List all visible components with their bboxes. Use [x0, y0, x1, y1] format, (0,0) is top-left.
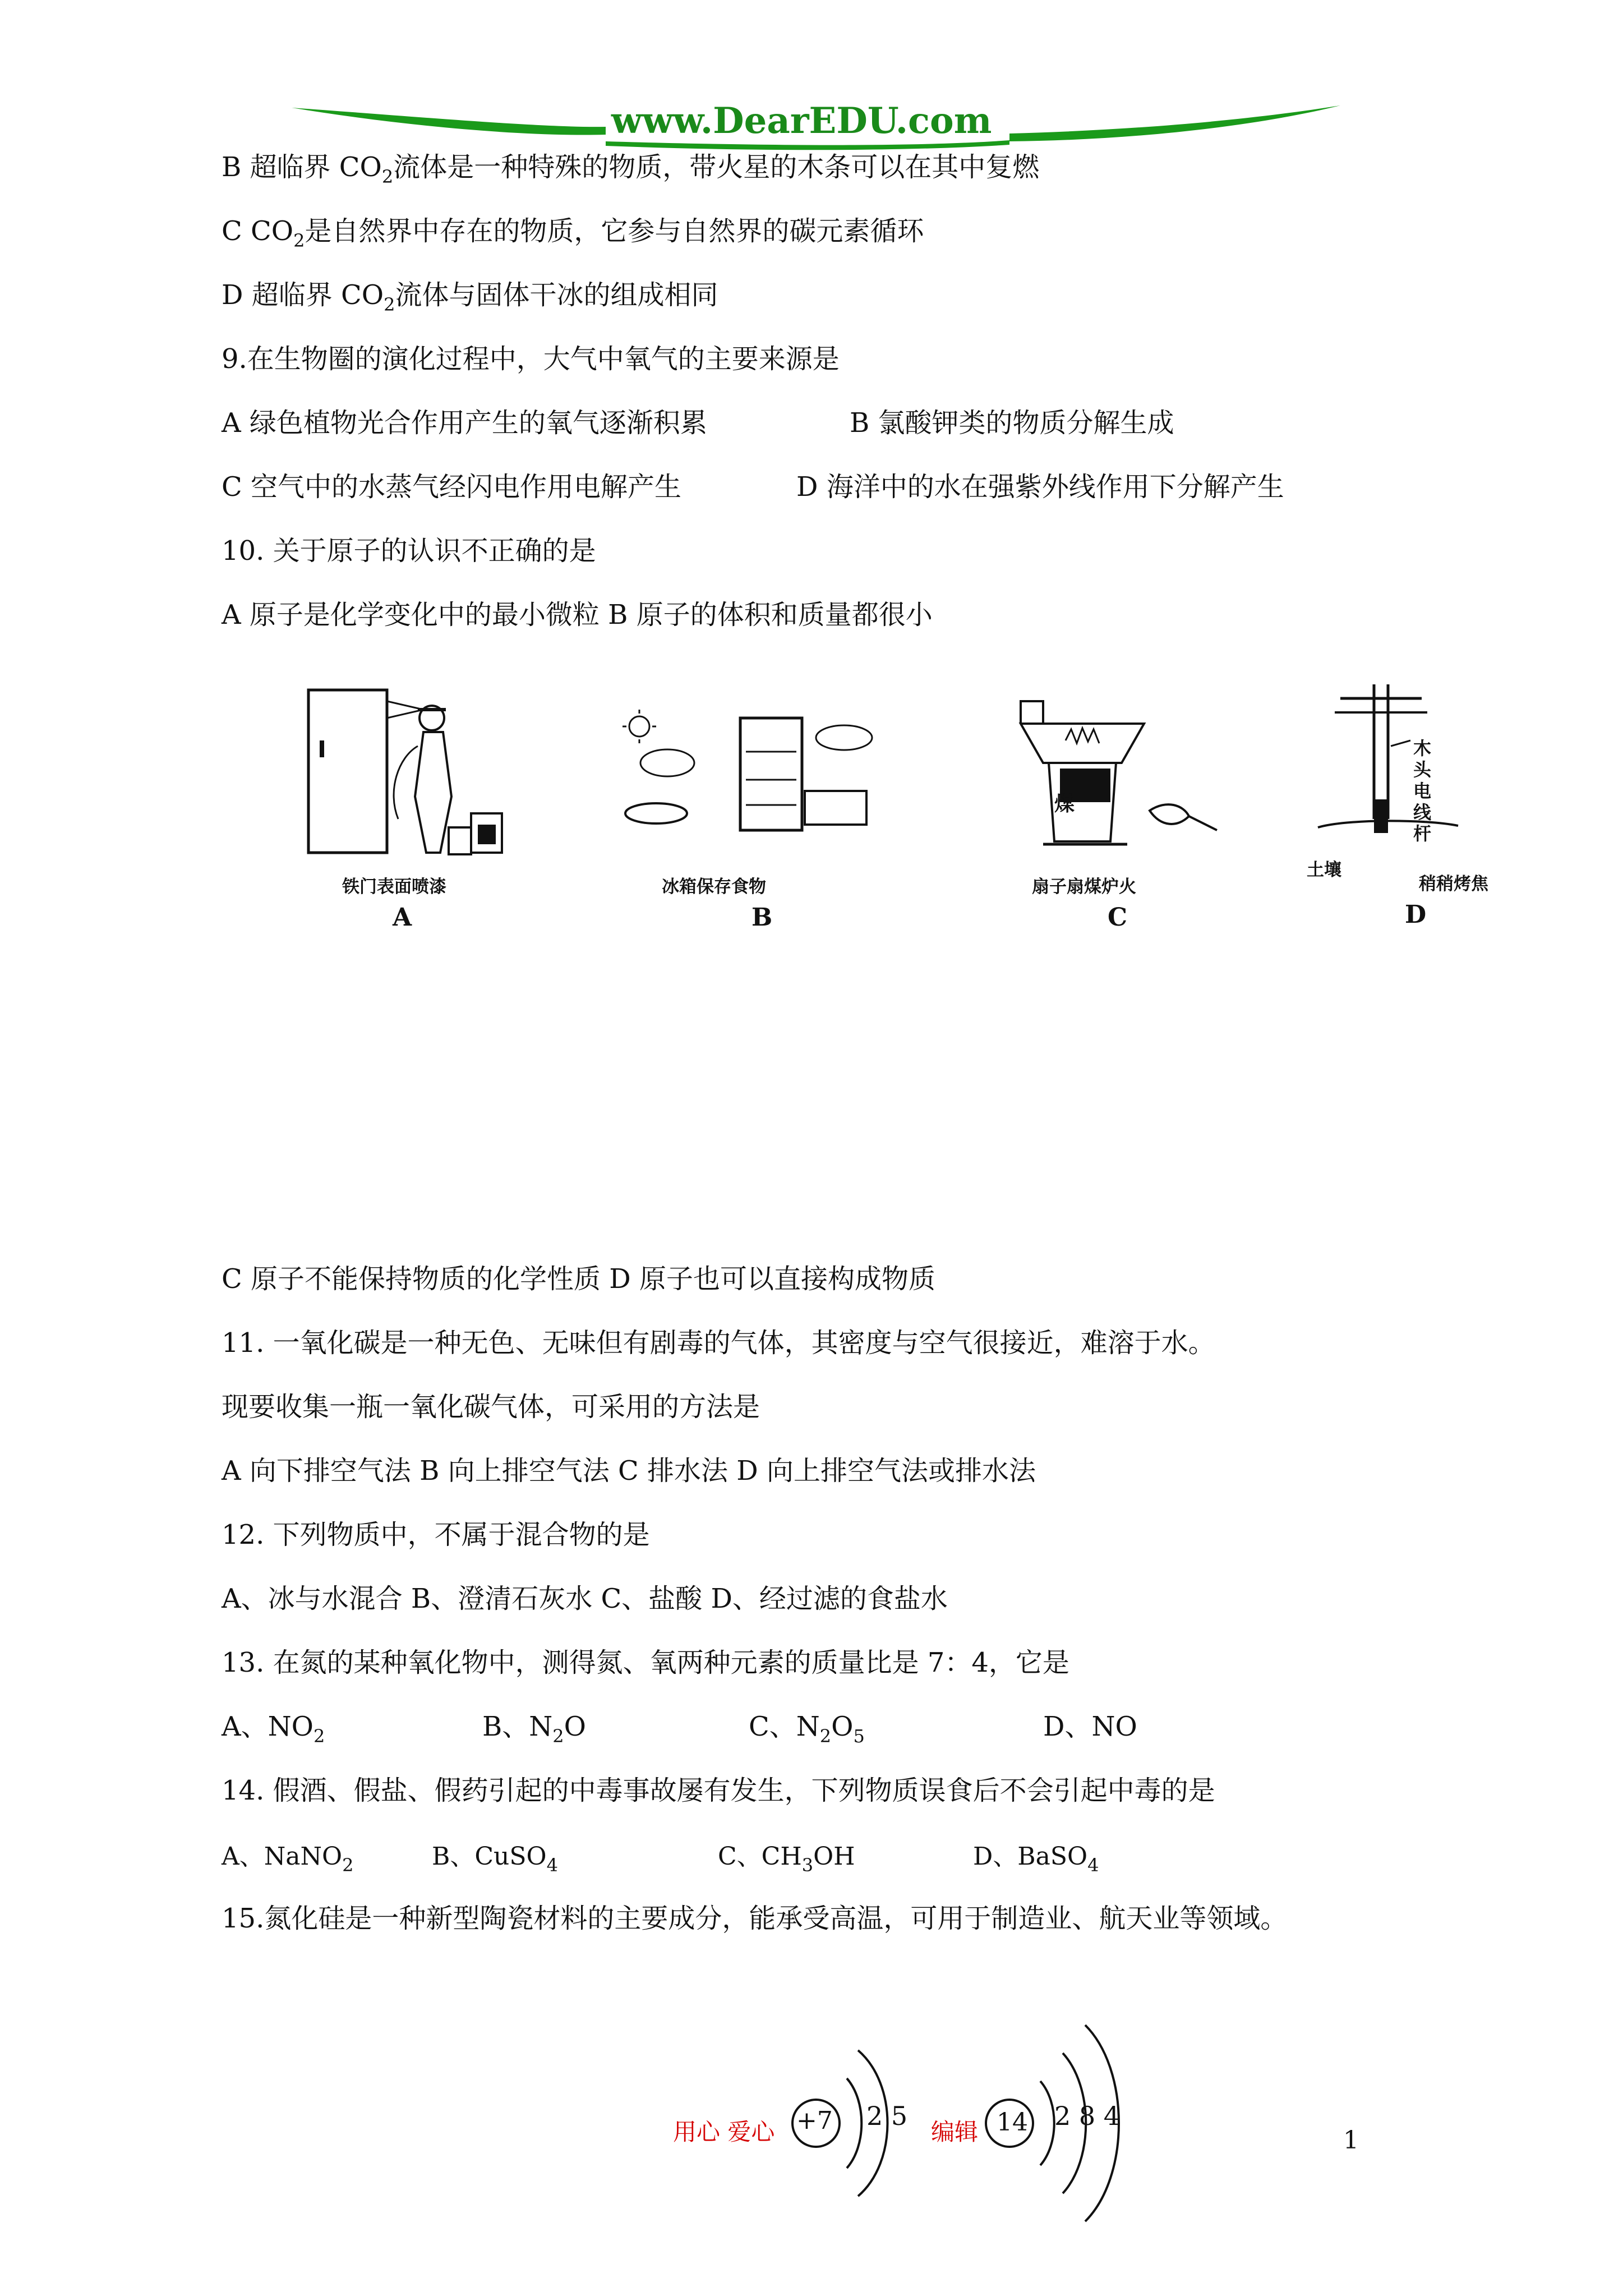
q10-options-cd: C 原子不能保持物质的化学性质 D 原子也可以直接构成物质	[222, 1263, 935, 1295]
caption-b: 冰箱保存食物	[662, 877, 766, 897]
q12-options: A、冰与水混合 B、澄清石灰水 C、盐酸 D、经过滤的食盐水	[222, 1583, 948, 1614]
q8-option-c: C $CO_2$是自然界中存在的物质，它参与自然界的碳元素循环	[222, 215, 924, 251]
brand-logo-text: www.DearEDU.com	[611, 100, 992, 142]
silicon-shell-1	[1040, 2081, 1054, 2165]
q10-stem: 10. 关于原子的认识不正确的是	[222, 535, 596, 567]
q8-option-d: D 超临界 $CO_2$流体与固体干冰的组成相同	[222, 279, 718, 315]
q14-option-d: D、BaSO$_4$	[973, 1842, 1099, 1876]
q13-option-a: A、$NO_2$	[222, 1711, 325, 1747]
q9-option-a: A 绿色植物光合作用产生的氧气逐渐积累	[222, 407, 707, 439]
letter-b: B	[751, 903, 773, 932]
q9-option-b: B 氯酸钾类的物质分解生成	[850, 407, 1174, 439]
footer-text-right: 编辑	[931, 2118, 979, 2146]
footer-text-left: 用心 爱心	[673, 2118, 775, 2146]
page-number: 1	[1343, 2126, 1359, 2155]
panel-a-painting-door	[303, 679, 538, 864]
q11-stem: 11. 一氧化碳是一种无色、无味但有剧毒的气体，其密度与空气很接近，难溶于水。	[222, 1327, 1215, 1359]
q13-option-c: C、$N_2O_5$	[749, 1711, 865, 1747]
caption-c: 扇子扇煤炉火	[1032, 877, 1136, 897]
nitrogen-shell-1	[847, 2078, 861, 2168]
q11-stem-2: 现要收集一瓶一氧化碳气体，可采用的方法是	[222, 1391, 760, 1423]
nitrogen-nucleus-label: +7	[796, 2106, 833, 2135]
q9-stem: 9.在生物圈的演化过程中，大气中氧气的主要来源是	[222, 343, 840, 375]
panel-c-coal-stove	[1009, 679, 1256, 864]
q14-option-c: C、$CH_3OH$	[718, 1842, 855, 1876]
q14-option-b: B、CuSO$_4$	[432, 1842, 558, 1876]
q10-options-ab: A 原子是化学变化中的最小微粒 B 原子的体积和质量都很小	[222, 599, 933, 631]
q13-option-b: B、$N_2O$	[482, 1711, 586, 1747]
nitrogen-shell-electrons: 2 5	[866, 2101, 908, 2131]
q14-stem: 14. 假酒、假盐、假药引起的中毒事故屡有发生，下列物质误食后不会引起中毒的是	[222, 1775, 1215, 1806]
swoosh-left	[292, 108, 606, 135]
silicon-shell-electrons: 2 8 4	[1054, 2101, 1121, 2131]
letter-d: D	[1405, 900, 1427, 929]
q14-option-a: A、NaNO$_2$	[222, 1842, 354, 1876]
label-coal: 煤	[1054, 793, 1075, 816]
q9-option-c: C 空气中的水蒸气经闪电作用电解产生	[222, 471, 681, 503]
q12-stem: 12. 下列物质中，不属于混合物的是	[222, 1519, 650, 1550]
label-wooden-pole: 木头电线杆	[1413, 738, 1432, 844]
silicon-nucleus-label: 14	[997, 2108, 1028, 2137]
q13-option-d: D、NO	[1043, 1711, 1137, 1742]
letter-a: A	[393, 903, 412, 932]
q8-option-b: B 超临界 $CO_2$流体是一种特殊的物质，带火星的木条可以在其中复燃	[222, 151, 1040, 187]
caption-d: 稍稍烤焦	[1419, 874, 1488, 894]
figure-four-panels	[303, 679, 1537, 942]
q9-option-d: D 海洋中的水在强紫外线作用下分解产生	[796, 471, 1284, 503]
swoosh-right	[1009, 105, 1340, 141]
q15-stem: 15.氮化硅是一种新型陶瓷材料的主要成分，能承受高温，可用于制造业、航天业等领域。	[222, 1903, 1288, 1934]
q11-options: A 向下排空气法 B 向上排空气法 C 排水法 D 向上排空气法或排水法	[222, 1455, 1036, 1487]
q13-stem: 13. 在氮的某种氧化物中，测得氮、氧两种元素的质量比是 7：4，它是	[222, 1647, 1069, 1678]
panel-b-refrigerator	[617, 707, 875, 858]
letter-c: C	[1108, 903, 1128, 932]
caption-a: 铁门表面喷漆	[342, 877, 446, 897]
label-soil: 土壤	[1307, 860, 1341, 880]
